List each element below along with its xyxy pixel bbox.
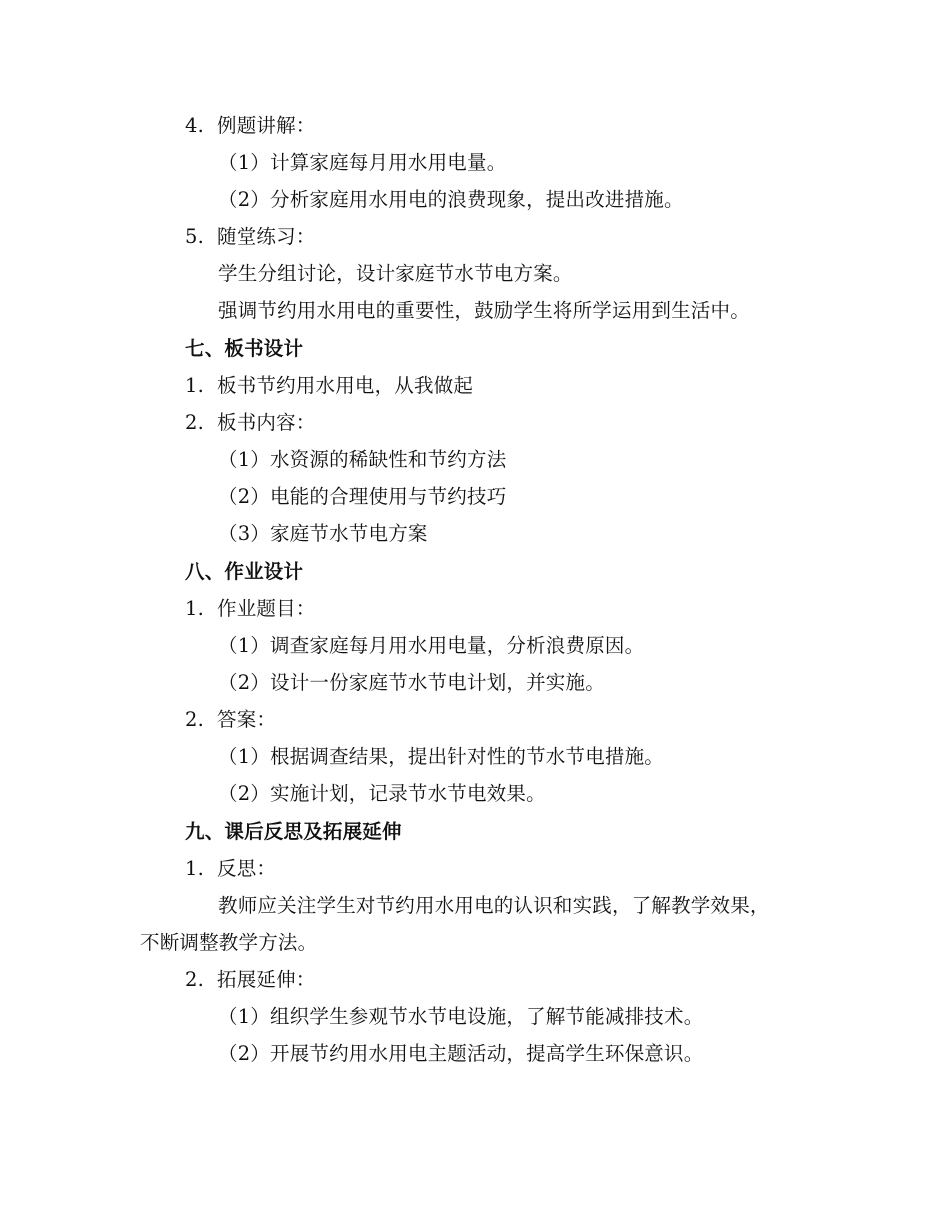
list-number: 1. bbox=[185, 857, 205, 880]
list-number: 1. bbox=[185, 374, 205, 397]
list-item-2 bbox=[185, 967, 316, 993]
sub-item: （1）根据调查结果，提出针对性的节水节电措施。 bbox=[218, 745, 665, 768]
sub-item: （2）分析家庭用水用电的浪费现象，提出改进措施。 bbox=[218, 188, 684, 211]
list-item-2 bbox=[185, 410, 316, 436]
sub-item: （3）家庭节水节电方案 bbox=[218, 522, 428, 545]
paragraph: 强调节约用水用电的重要性，鼓励学生将所学运用到生活中。 bbox=[218, 299, 750, 322]
list-item-text: 板书内容： bbox=[217, 411, 316, 434]
sub-item: （2）设计一份家庭节水节电计划，并实施。 bbox=[218, 671, 605, 694]
section-heading-7: 七、板书设计 bbox=[185, 337, 304, 360]
list-number: 2. bbox=[185, 708, 205, 731]
sub-item: （1）水资源的稀缺性和节约方法 bbox=[218, 448, 507, 471]
list-item-text: 板书节约用水用电，从我做起 bbox=[217, 374, 474, 397]
list-number: 5. bbox=[185, 225, 205, 248]
list-item-5 bbox=[185, 224, 316, 250]
paragraph: 学生分组讨论，设计家庭节水节电方案。 bbox=[218, 262, 573, 285]
sub-item: （1）计算家庭每月用水用电量。 bbox=[218, 151, 507, 174]
list-item-text: 例题讲解： bbox=[217, 114, 316, 137]
sub-item: （1）调查家庭每月用水用电量，分析浪费原因。 bbox=[218, 634, 645, 657]
list-number: 2. bbox=[185, 968, 205, 991]
list-item-text: 拓展延伸： bbox=[217, 968, 316, 991]
list-item-text: 答案： bbox=[217, 708, 277, 731]
list-item-2 bbox=[185, 707, 276, 733]
list-number: 2. bbox=[185, 411, 205, 434]
list-number: 1. bbox=[185, 597, 205, 620]
section-heading-8: 八、作业设计 bbox=[185, 560, 304, 583]
paragraph-continuation: 不断调整教学方法。 bbox=[140, 931, 318, 954]
list-number: 4. bbox=[185, 114, 205, 137]
list-item-1 bbox=[185, 373, 473, 399]
sub-item: （2）开展节约用水用电主题活动，提高学生环保意识。 bbox=[218, 1042, 704, 1065]
list-item-4 bbox=[185, 113, 316, 139]
list-item-text: 反思： bbox=[217, 857, 277, 880]
sub-item: （1）组织学生参观节水节电设施，了解节能减排技术。 bbox=[218, 1005, 704, 1028]
list-item-text: 作业题目： bbox=[217, 597, 316, 620]
list-item-text: 随堂练习： bbox=[217, 225, 316, 248]
section-heading-9: 九、课后反思及拓展延伸 bbox=[185, 820, 402, 843]
list-item-1 bbox=[185, 596, 316, 622]
sub-item: （2）电能的合理使用与节约技巧 bbox=[218, 485, 507, 508]
sub-item: （2）实施计划，记录节水节电效果。 bbox=[218, 782, 546, 805]
list-item-1 bbox=[185, 856, 276, 882]
paragraph: 教师应关注学生对节约用水用电的认识和实践，了解教学效果， bbox=[218, 894, 770, 917]
